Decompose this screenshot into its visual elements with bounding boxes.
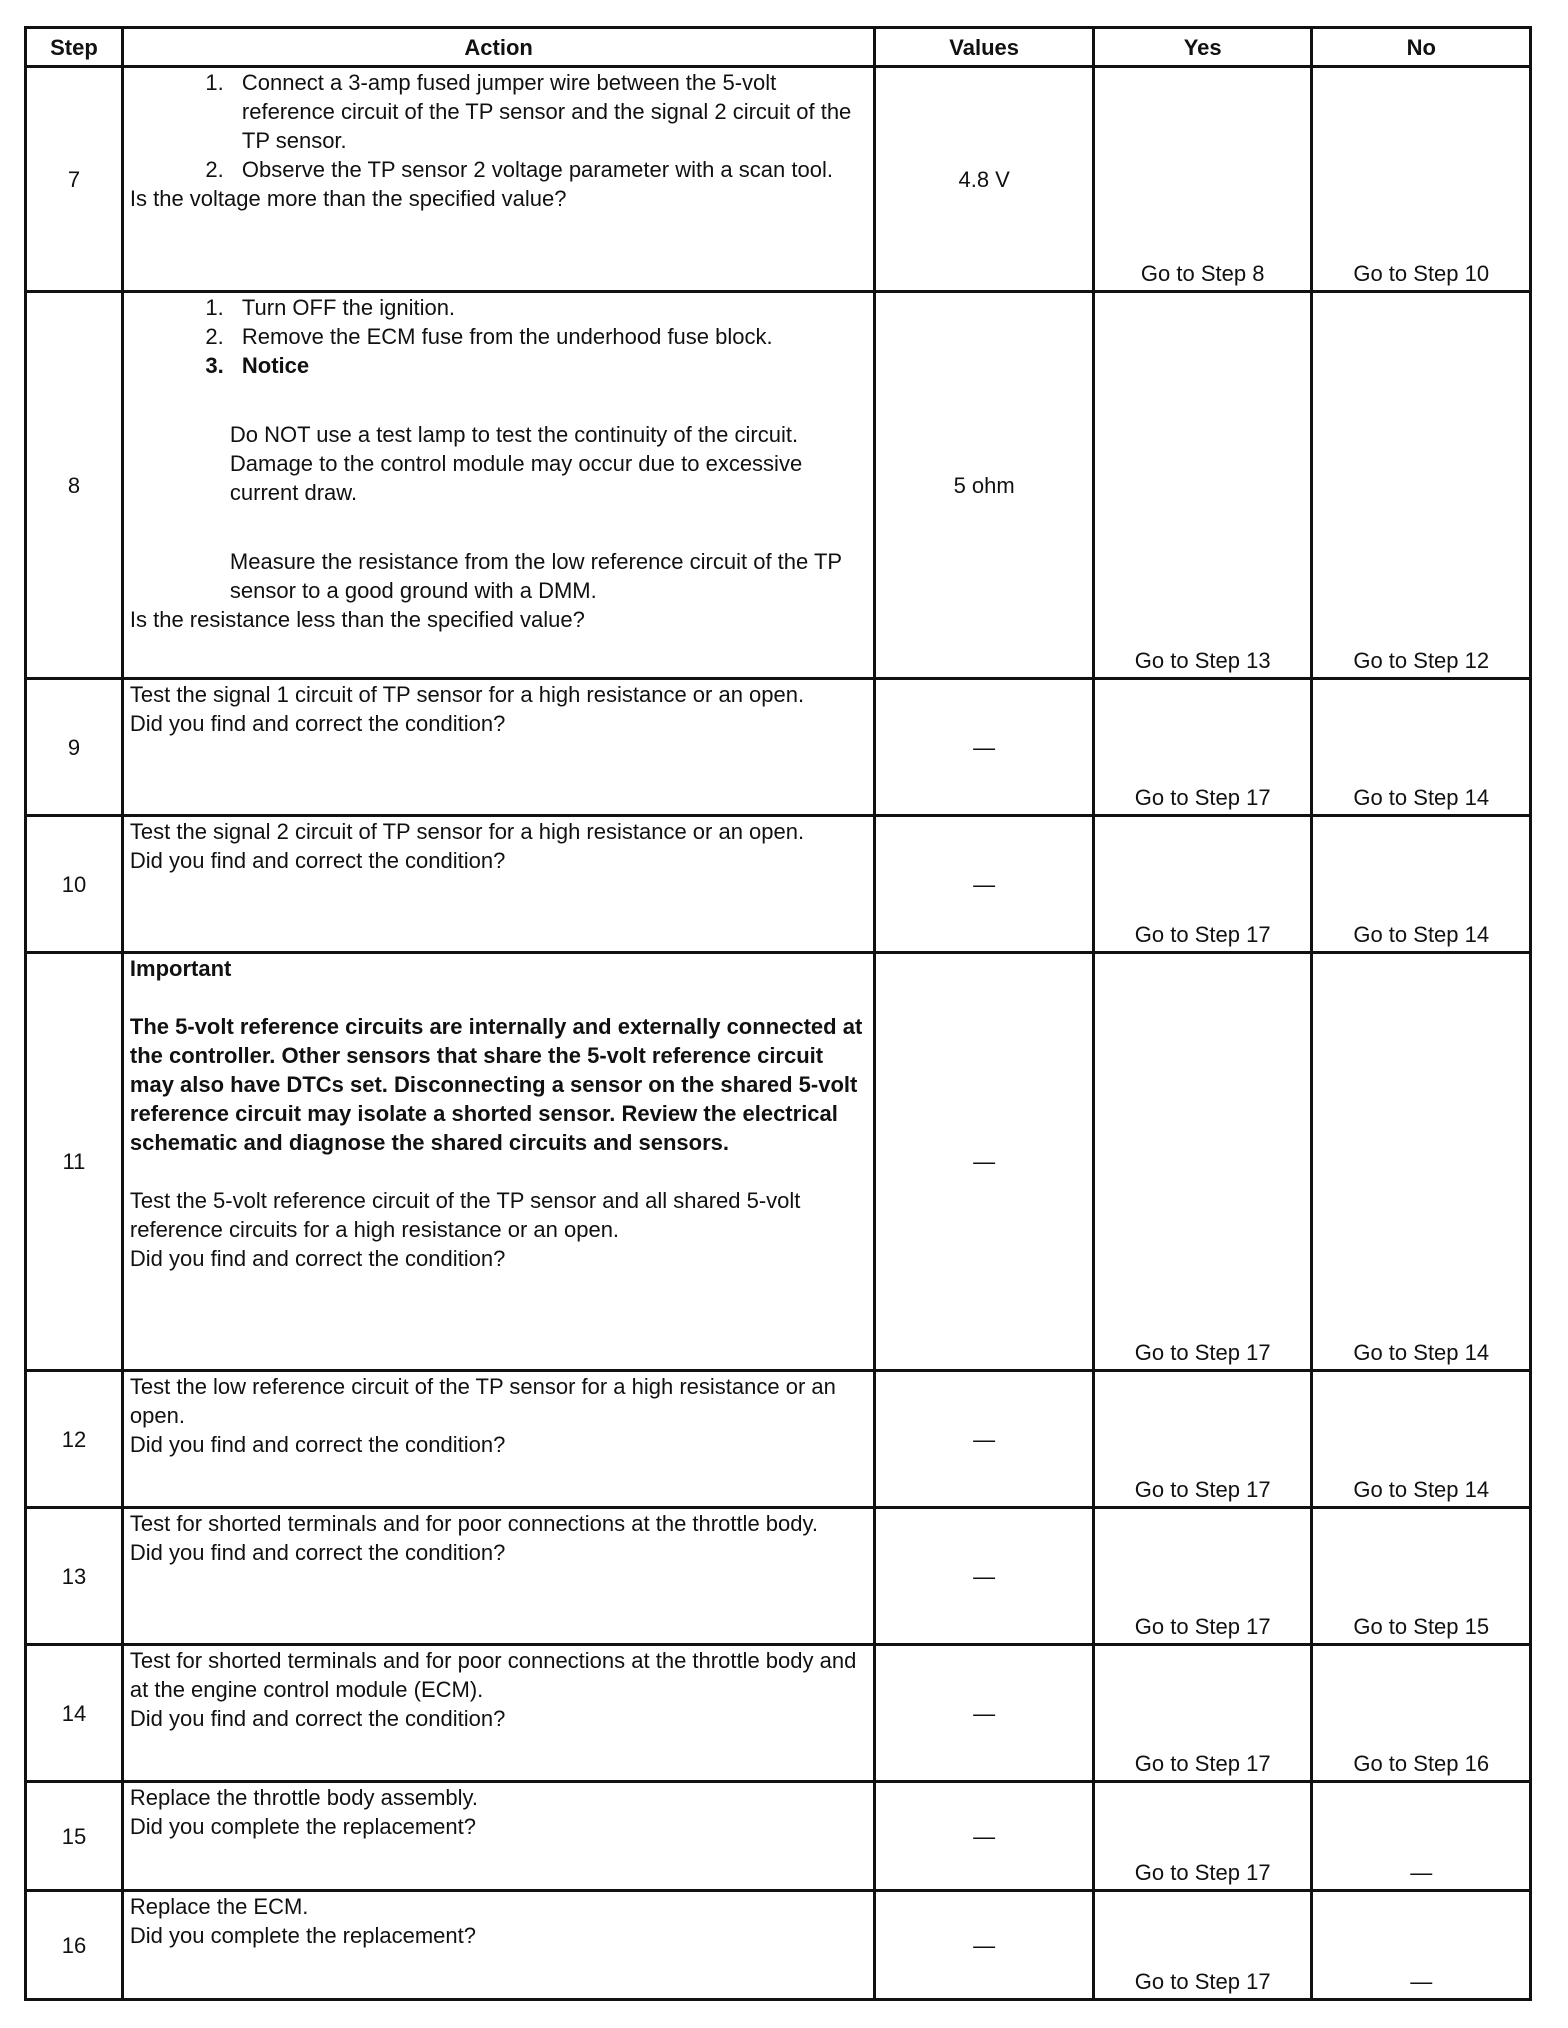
- list-item: 1. Connect a 3-amp fused jumper wire between the 5-volt reference circuit of the TP sensor and the signal 2 circuit of the TP sensor.: [230, 68, 868, 155]
- yes-cell: Go to Step 17: [1093, 953, 1312, 1371]
- step-number: 9: [26, 679, 123, 816]
- action-text: Replace the throttle body assembly.: [129, 1785, 479, 1810]
- list-item: 2. Observe the TP sensor 2 voltage parameter with a scan tool.: [230, 155, 868, 184]
- question: Did you find and correct the condition?: [129, 848, 506, 873]
- question: Did you find and correct the condition?: [129, 1540, 506, 1565]
- diagnostic-table: [24, 26, 1532, 2001]
- action-cell: [122, 816, 875, 953]
- action-cell: [122, 1645, 875, 1782]
- action-cell: [122, 1782, 875, 1891]
- table-row-step-10: [26, 816, 1531, 953]
- measure-text: Measure the resistance from the low reference circuit of the TP sensor to a good ground with a DMM.: [229, 549, 842, 603]
- yes-cell: Go to Step 17: [1093, 1891, 1312, 2000]
- no-cell: Go to Step 14: [1312, 816, 1531, 953]
- step-number: 10: [26, 816, 123, 953]
- action-text: Test the low reference circuit of the TP sensor for a high resistance or an open.: [129, 1374, 836, 1428]
- no-cell: Go to Step 14: [1312, 1371, 1531, 1508]
- table-row-step-14: [26, 1645, 1531, 1782]
- no-cell: Go to Step 12: [1312, 292, 1531, 679]
- action-cell: [122, 953, 875, 1371]
- list-item: 1. Turn OFF the ignition.: [230, 293, 868, 322]
- value-cell: —: [875, 816, 1094, 953]
- value-cell: —: [875, 1891, 1094, 2000]
- step-number: 7: [26, 67, 123, 292]
- action-text: Test the signal 1 circuit of TP sensor for a high resistance or an open.: [129, 682, 805, 707]
- value-cell: —: [875, 1782, 1094, 1891]
- no-cell: Go to Step 14: [1312, 953, 1531, 1371]
- table-row-step-8: [26, 292, 1531, 679]
- question: Did you find and correct the condition?: [129, 1246, 506, 1271]
- table-row-step-9: [26, 679, 1531, 816]
- value-cell: 4.8 V: [875, 67, 1094, 292]
- question: Did you find and correct the condition?: [129, 711, 506, 736]
- question: Is the voltage more than the specified value?: [129, 186, 567, 211]
- table-row-step-12: [26, 1371, 1531, 1508]
- step-number: 12: [26, 1371, 123, 1508]
- step-number: 15: [26, 1782, 123, 1891]
- step-number: 11: [26, 953, 123, 1371]
- list-item: 2. Remove the ECM fuse from the underhood fuse block.: [230, 322, 868, 351]
- question: Did you find and correct the condition?: [129, 1706, 506, 1731]
- header-step: Step: [26, 28, 123, 67]
- table-row-step-11: [26, 953, 1531, 1371]
- table-row-step-13: [26, 1508, 1531, 1645]
- header-values: Values: [875, 28, 1094, 67]
- header-no: No: [1312, 28, 1531, 67]
- value-cell: —: [875, 1371, 1094, 1508]
- step-number: 13: [26, 1508, 123, 1645]
- yes-cell: Go to Step 8: [1093, 67, 1312, 292]
- value-cell: —: [875, 679, 1094, 816]
- question: Did you find and correct the condition?: [129, 1432, 506, 1457]
- table-row-step-7: [26, 67, 1531, 292]
- action-list: [130, 68, 868, 184]
- no-cell: —: [1312, 1891, 1531, 2000]
- table-row-step-15: [26, 1782, 1531, 1891]
- action-cell: [122, 292, 875, 679]
- action-cell: [122, 679, 875, 816]
- value-cell: —: [875, 1645, 1094, 1782]
- header-yes: Yes: [1093, 28, 1312, 67]
- yes-cell: Go to Step 17: [1093, 1782, 1312, 1891]
- important-text: The 5-volt reference circuits are internally and externally connected at the controller. Other sensors that share the 5-volt reference circuit may also have DTCs set. Disconnecting a sensor on the shared 5-volt reference circuit may isolate a shorted sensor. Review the electrical schematic and diagnose the shared circuits and sensors.: [129, 1014, 863, 1155]
- action-text: Test for shorted terminals and for poor connections at the throttle body.: [129, 1511, 818, 1536]
- yes-cell: Go to Step 17: [1093, 816, 1312, 953]
- yes-cell: Go to Step 17: [1093, 679, 1312, 816]
- no-cell: Go to Step 14: [1312, 679, 1531, 816]
- notice-heading: 3. Notice: [230, 351, 868, 380]
- yes-cell: Go to Step 17: [1093, 1645, 1312, 1782]
- action-cell: [122, 1891, 875, 2000]
- action-cell: [122, 1508, 875, 1645]
- no-cell: Go to Step 16: [1312, 1645, 1531, 1782]
- action-text: Test the 5-volt reference circuit of the TP sensor and all shared 5-volt reference circuits for a high resistance or an open.: [129, 1188, 801, 1242]
- yes-cell: Go to Step 17: [1093, 1371, 1312, 1508]
- step-number: 16: [26, 1891, 123, 2000]
- action-cell: [122, 67, 875, 292]
- value-cell: 5 ohm: [875, 292, 1094, 679]
- value-cell: —: [875, 953, 1094, 1371]
- action-text: Replace the ECM.: [129, 1894, 309, 1919]
- step-number: 14: [26, 1645, 123, 1782]
- question: Did you complete the replacement?: [129, 1923, 476, 1948]
- header-action: Action: [122, 28, 875, 67]
- action-list: [130, 293, 868, 380]
- table-row-step-16: [26, 1891, 1531, 2000]
- step-number: 8: [26, 292, 123, 679]
- yes-cell: Go to Step 17: [1093, 1508, 1312, 1645]
- question: Did you complete the replacement?: [129, 1814, 476, 1839]
- no-cell: Go to Step 10: [1312, 67, 1531, 292]
- question: Is the resistance less than the specified value?: [129, 607, 585, 632]
- important-heading: Important: [129, 956, 232, 981]
- action-text: Test the signal 2 circuit of TP sensor for a high resistance or an open.: [129, 819, 805, 844]
- action-text: Test for shorted terminals and for poor connections at the throttle body and at the engine control module (ECM).: [129, 1648, 857, 1702]
- value-cell: —: [875, 1508, 1094, 1645]
- header-row: [26, 28, 1531, 67]
- notice-text: Do NOT use a test lamp to test the continuity of the circuit. Damage to the control module may occur due to excessive current draw.: [229, 422, 803, 505]
- no-cell: Go to Step 15: [1312, 1508, 1531, 1645]
- action-cell: [122, 1371, 875, 1508]
- no-cell: —: [1312, 1782, 1531, 1891]
- yes-cell: Go to Step 13: [1093, 292, 1312, 679]
